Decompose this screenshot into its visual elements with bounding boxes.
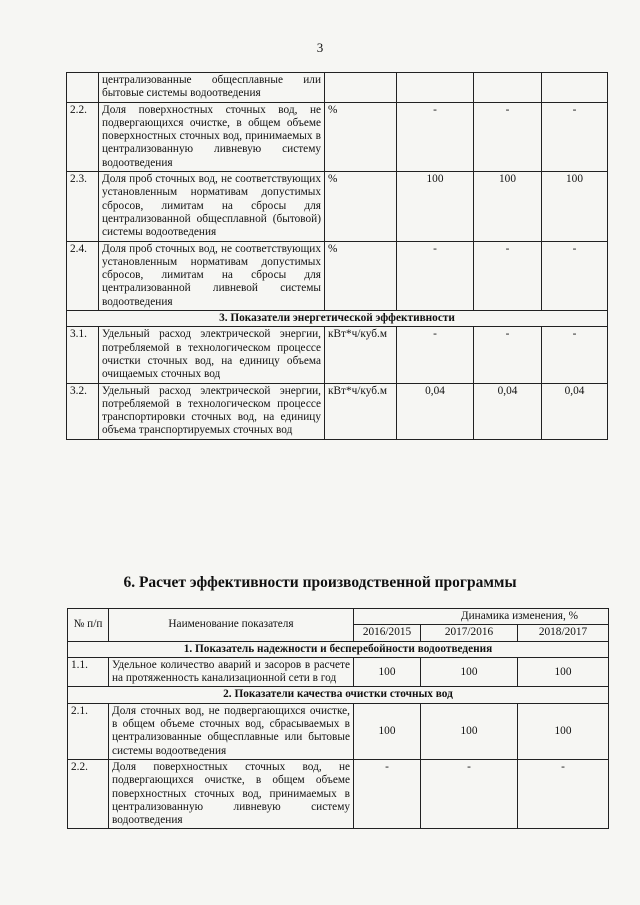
table-row	[67, 383, 608, 439]
table-row	[67, 327, 608, 383]
row-number	[67, 73, 99, 103]
indicator-name: Доля сточных вод, не подвергающихся очистке, в общем объеме сточных вод, сбрасываемых в централизованные общесплавные или бытовые системы водоотведения	[109, 703, 354, 759]
header-year: 2018/2017	[518, 625, 609, 641]
row-number: 1.1.	[68, 657, 109, 687]
value-cell: -	[421, 759, 518, 828]
value-cell: -	[518, 759, 609, 828]
value-cell: -	[397, 102, 474, 171]
indicator-name: Доля проб сточных вод, не соответствующих установленным нормативам допустимых сбросов, лимитам на сбросы для централизованной ливневой системы водоотведения	[99, 241, 325, 310]
section-heading: 3. Показатели энергетической эффективности	[67, 311, 608, 327]
value-cell	[397, 73, 474, 103]
value-cell: 100	[397, 172, 474, 241]
value-cell: -	[397, 241, 474, 310]
indicator-name: централизованные общесплавные или бытовые системы водоотведения	[99, 73, 325, 103]
value-cell: 100	[421, 703, 518, 759]
unit-cell: кВт*ч/куб.м	[325, 383, 397, 439]
section-row	[68, 687, 609, 703]
value-cell: 100	[518, 657, 609, 687]
value-cell: -	[474, 241, 542, 310]
indicator-name: Удельный расход электрической энергии, потребляемой в технологическом процессе очистки сточных вод, на единицу объема очищаемых сточных вод	[99, 327, 325, 383]
table-row	[67, 241, 608, 310]
unit-cell	[325, 73, 397, 103]
indicator-name: Доля поверхностных сточных вод, не подвергающихся очистке, в общем объеме поверхностных сточных вод, принимаемых в централизованную ливневую систему водоотведения	[109, 759, 354, 828]
value-cell: 100	[354, 657, 421, 687]
table-row	[68, 703, 609, 759]
section-heading: 1. Показатель надежности и бесперебойности водоотведения	[68, 641, 609, 657]
row-number: 2.3.	[67, 172, 99, 241]
value-cell: -	[354, 759, 421, 828]
table-row	[67, 73, 608, 103]
unit-cell: %	[325, 102, 397, 171]
row-number: 2.4.	[67, 241, 99, 310]
value-cell: -	[542, 327, 608, 383]
indicator-name: Удельный расход электрической энергии, потребляемой в технологическом процессе транспортировки сточных вод, на единицу объема транспортируемых сточных вод	[99, 383, 325, 439]
value-cell: 100	[518, 703, 609, 759]
value-cell	[542, 73, 608, 103]
value-cell: 100	[474, 172, 542, 241]
value-cell: -	[474, 102, 542, 171]
table-row	[67, 172, 608, 241]
value-cell: -	[397, 327, 474, 383]
section-title: 6. Расчет эффективности производственной программы	[123, 574, 517, 591]
value-cell: -	[474, 327, 542, 383]
value-cell: -	[542, 102, 608, 171]
value-cell: 100	[354, 703, 421, 759]
value-cell: -	[542, 241, 608, 310]
value-cell: 100	[542, 172, 608, 241]
unit-cell: %	[325, 241, 397, 310]
indicator-name: Доля поверхностных сточных вод, не подвергающихся очистке, в общем объеме поверхностных сточных вод, принимаемых в централизованную ливневую систему водоотведения	[99, 102, 325, 171]
row-number: 2.2.	[67, 102, 99, 171]
page-number: 3	[316, 40, 324, 55]
indicator-name: Удельное количество аварий и засоров в расчете на протяженность канализационной сети в год	[109, 657, 354, 687]
header-name: Наименование показателя	[109, 609, 354, 642]
row-number: 3.1.	[67, 327, 99, 383]
row-number: 2.1.	[68, 703, 109, 759]
efficiency-table	[67, 608, 609, 829]
header-year: 2017/2016	[421, 625, 518, 641]
unit-cell: кВт*ч/куб.м	[325, 327, 397, 383]
indicators-table-continued	[66, 72, 608, 440]
table-row	[68, 657, 609, 687]
table-row	[68, 759, 609, 828]
value-cell: 0,04	[474, 383, 542, 439]
table-row	[67, 102, 608, 171]
header-dynamics: Динамика изменения, %	[354, 609, 609, 625]
value-cell: 0,04	[542, 383, 608, 439]
value-cell: 0,04	[397, 383, 474, 439]
unit-cell: %	[325, 172, 397, 241]
header-year: 2016/2015	[354, 625, 421, 641]
header-number: № п/п	[68, 609, 109, 642]
row-number: 3.2.	[67, 383, 99, 439]
row-number: 2.2.	[68, 759, 109, 828]
indicator-name: Доля проб сточных вод, не соответствующих установленным нормативам допустимых сбросов, лимитам на сбросы для централизованной общесплавной (бытовой) системы водоотведения	[99, 172, 325, 241]
value-cell: 100	[421, 657, 518, 687]
section-heading: 2. Показатели качества очистки сточных вод	[68, 687, 609, 703]
table-header-row	[68, 609, 609, 625]
value-cell	[474, 73, 542, 103]
section-row	[67, 311, 608, 327]
section-row	[68, 641, 609, 657]
